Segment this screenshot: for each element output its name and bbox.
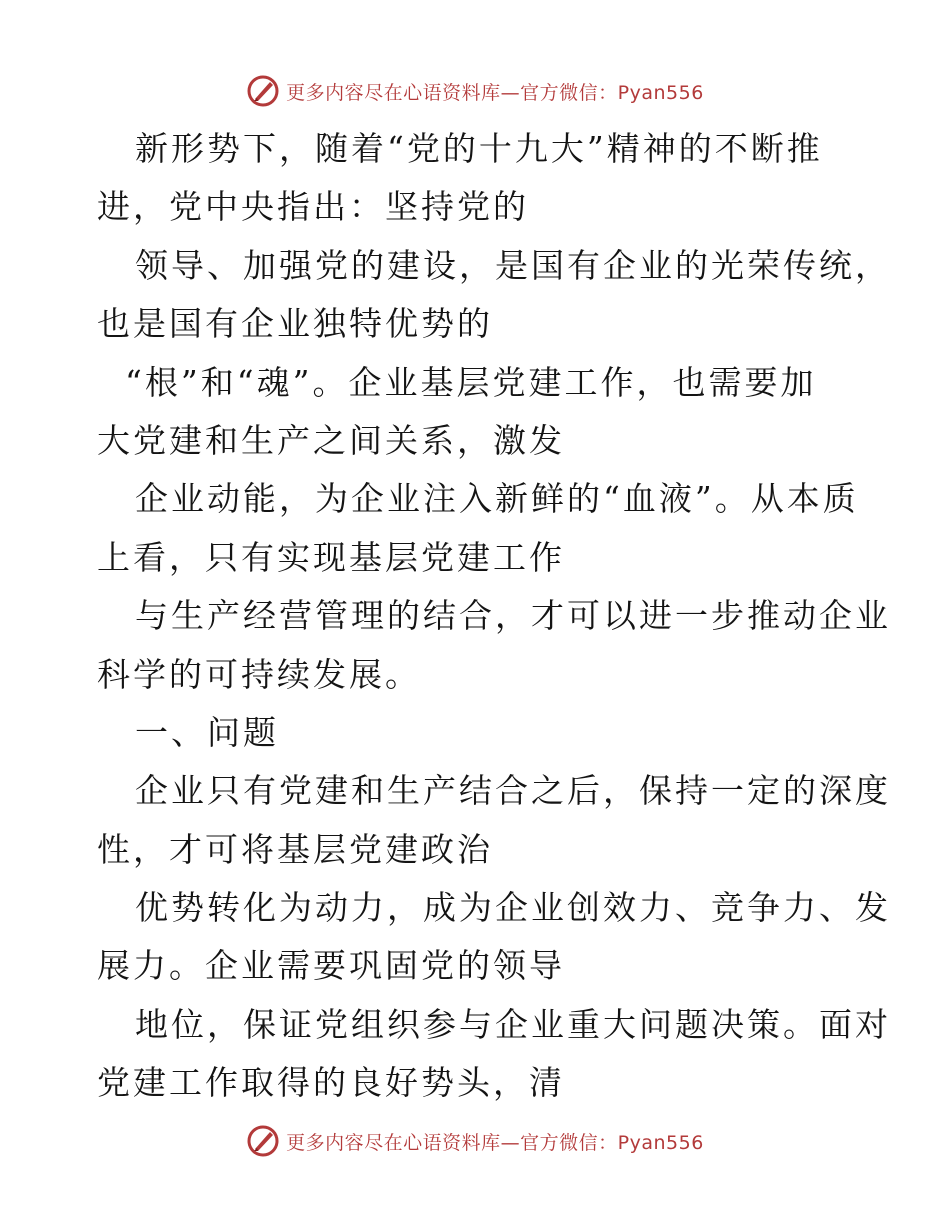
text-line: 新形势下，随着“党的十九大”精神的不断推 [135, 129, 823, 168]
text-line: 性，才可将基层党建政治 [97, 829, 493, 869]
watermark-text: 更多内容尽在心语资料库—官方微信：Pyan556 [286, 81, 704, 104]
footer-watermark [0, 1124, 950, 1158]
text-line: 也是国有企业独特优势的 [97, 304, 493, 344]
section-heading: 一、问题 [135, 712, 279, 752]
quill-pen-logo-icon [246, 74, 280, 108]
text-line: 领导、加强党的建设，是国有企业的光荣传统， [135, 245, 891, 285]
text-line: 地位，保证党组织参与企业重大问题决策。面对 [135, 1004, 891, 1044]
text-line: 企业只有党建和生产结合之后，保持一定的深度 [135, 771, 891, 811]
text-line: 展力。企业需要巩固党的领导 [97, 946, 565, 986]
quill-pen-logo-icon [246, 1124, 280, 1158]
header-watermark [0, 74, 950, 108]
text-line: 科学的可持续发展。 [97, 654, 421, 694]
text-line: “根”和“魂”。企业基层党建工作，也需要加 [125, 362, 817, 402]
text-line: 企业动能，为企业注入新鲜的“血液”。从本质 [135, 479, 859, 519]
document-body [97, 120, 891, 1113]
text-line: 与生产经营管理的结合，才可以进一步推动企业 [135, 596, 891, 636]
text-line: 上看，只有实现基层党建工作 [97, 537, 565, 577]
text-line: 优势转化为动力，成为企业创效力、竞争力、发 [135, 888, 891, 928]
text-line: 大党建和生产之间关系，激发 [97, 420, 565, 460]
text-line: 党建工作取得的良好势头，清 [97, 1063, 565, 1103]
text-line: 进，党中央指出：坚持党的 [97, 187, 529, 227]
watermark-text: 更多内容尽在心语资料库—官方微信：Pyan556 [286, 1131, 704, 1154]
